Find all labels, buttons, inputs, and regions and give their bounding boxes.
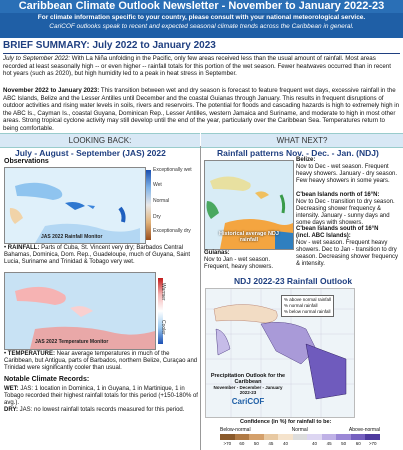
record-wet-head: WET: <box>4 386 19 392</box>
guianas-head: Guianas: <box>204 250 230 256</box>
hist-hispaniola <box>255 191 269 199</box>
brief-summary-title: BRIEF SUMMARY: July 2022 to January 2023 <box>3 39 400 54</box>
confidence-ticks <box>220 441 380 446</box>
conf-tick: 60 <box>239 441 245 446</box>
records-title: Notable Climate Records: <box>4 376 90 383</box>
temperature-summary: • TEMPERATURE: Near average temperatures in much of the Caribbean, but Antigua, parts of Barbados, northern Belize, Curaçao and Trinidad were significantly cooler than usual. <box>4 351 198 371</box>
conf-tick: >70 <box>368 441 377 446</box>
temperature-monitor-svg <box>5 273 155 349</box>
summary-ndj-lead: November 2022 to January 2023: <box>3 87 100 94</box>
south-note <box>296 226 400 268</box>
outlook-caption-2: November - December - January 2022-23 <box>213 385 283 395</box>
confidence-labels <box>220 427 380 433</box>
conf-tick: 60 <box>355 441 361 446</box>
north-head: C'bean Islands north of 16°N: <box>296 192 380 198</box>
outlook-caption: Precipitation Outlook for the Caribbean <box>210 373 286 385</box>
conf-tick: >70 <box>223 441 232 446</box>
conf-below: Below-normal <box>220 427 251 433</box>
rain-legend-3: Dry <box>153 214 161 220</box>
caricof-logo: CariCOF <box>231 397 265 406</box>
record-dry <box>4 407 198 414</box>
outlook-legend-normal: % normal rainfall <box>284 303 318 308</box>
belize-note <box>296 157 400 185</box>
conf-tick: 40 <box>312 441 318 446</box>
record-wet <box>4 386 198 407</box>
conf-tick <box>293 441 308 446</box>
lesser-antilles-shape <box>120 208 124 222</box>
temp-head: TEMPERATURE: <box>7 351 56 357</box>
belize-text: Nov to Dec - wet season. Frequent heavy showers. January - dry season. Few heavy showers in some years. <box>296 164 398 184</box>
hispaniola-shape <box>65 202 85 210</box>
north-text: Nov to Dec - transition to dry season. Decreasing shower frequency & intensity. January - sunny days and some days with showers. <box>296 199 395 226</box>
south-text: Nov - wet season. Frequent heavy showers. Dec to Jan - transition to dry season. Decreasing shower frequency & intensity. <box>296 240 399 267</box>
rainfall-text: Parts of Cuba, St. Vincent very dry; Barbados Central Bahamas, Dominica, Dom. Rep., Guadeloupe, much of Guyana, Saint Lucia, Suriname and Trinidad & Tobago very wet. <box>4 245 191 265</box>
ndj-patterns-title: Rainfall patterns Nov. - Dec. - Jan. (NDJ) <box>217 148 379 158</box>
temp-legend-cooler: Cooler <box>160 320 166 335</box>
conf-tick: 45 <box>326 441 332 446</box>
puerto-rico-shape <box>87 205 95 209</box>
summary-jas <box>3 55 400 78</box>
outlook-caption-box <box>208 373 288 406</box>
rain-legend-1: Wet <box>153 182 162 188</box>
temp-text: Near average temperatures in much of the Caribbean, but Antigua, parts of Barbados, northern Belize, Curaçao and Trinidad were significantly cooler than usual. <box>4 351 198 371</box>
rain-legend-4: Exceptionally dry <box>153 228 191 234</box>
newsletter-title: Caribbean Climate Outlook Newsletter - November to January 2022-23 <box>0 0 403 13</box>
rain-legend-0: Exceptionally wet <box>153 167 192 173</box>
looking-back-header: LOOKING BACK: <box>0 133 200 148</box>
confidence-scale <box>220 434 380 440</box>
rainfall-head: RAINFALL: <box>7 245 40 251</box>
outlook-map <box>205 288 355 418</box>
historical-ndj-map <box>204 160 294 250</box>
conf-normal: Normal <box>291 427 308 433</box>
rain-legend-bar <box>146 170 151 240</box>
outlook-title: NDJ 2022-23 Rainfall Outlook <box>234 276 353 286</box>
rainfall-summary: • RAINFALL: Parts of Cuba, St. Vincent very dry; Barbados Central Bahamas, Dominica, Dom. Rep., Guadeloupe, much of Guyana, Saint Lucia, Suriname and Trinidad & Tobago very wet. <box>4 245 191 265</box>
jas-title: July - August - September (JAS) 2022 <box>15 148 166 158</box>
historical-map-label: Historical average NDJ rainfall <box>219 231 279 243</box>
south-head2: (incl. ABC Islands): <box>296 233 351 239</box>
rainfall-monitor-map <box>4 167 146 244</box>
header-sub-line1: For climate information specific to your country, please consult with your national meteorological service. <box>37 14 366 21</box>
record-dry-head: DRY: <box>4 407 18 413</box>
outlook-belize-zone <box>216 329 230 355</box>
record-dry-text: JAS: no lowest rainfall totals records measured for this period. <box>18 407 185 413</box>
conf-tick: 40 <box>282 441 288 446</box>
confidence-title: Confidence (in %) for rainfall to be: <box>240 419 332 425</box>
hist-cuba <box>210 176 251 191</box>
north-note <box>296 192 400 227</box>
outlook-legend-box <box>281 295 334 317</box>
summary-ndj-text: This transition between wet and dry season is forecast to feature frequent wet days, excessive rainfall in the ABC Islands, Belize and the Lesser Antilles until December and the coastal Guianas through January. This results in frequent disruptions of outdoor activities and rising water levels in soils, rivers and reservoirs. The potential for floods and cascading hazards is high to extremely high in the ABC Is., Cayman Is., coastal Guyana, Dominican Rep., Lesser Antilles, western Jamaica and Suriname, and moderate to high in most other areas. Strong tropical cyclone activity may still develop until the end of the year, particularly over the Caribbean Sea. Temperatures return to being comfortable. <box>3 87 400 132</box>
guianas-text: Nov to Jan - wet season. Frequent, heavy showers. <box>204 257 274 270</box>
record-wet-text: JAS: 1 location in Dominica, 1 in Guyana, 1 in Martinique, 1 in Tobago recorded their highest rainfall totals for this period (+150-180% of avg.). <box>4 386 198 406</box>
outlook-north-zone <box>214 304 277 323</box>
conf-tick: 50 <box>341 441 347 446</box>
outlook-legend-above: % above normal rainfall <box>284 297 332 302</box>
conf-tick: 45 <box>268 441 274 446</box>
what-next-header: WHAT NEXT? <box>201 133 403 148</box>
summary-ndj <box>3 87 400 132</box>
observations-label: Observations <box>4 158 49 165</box>
hist-belize <box>207 201 220 219</box>
outlook-antilles-zone <box>261 322 316 364</box>
header-sub-line2: CariCOF outlooks speak to recent and expected seasonal climate trends across the Caribbean in general. <box>49 22 354 30</box>
rain-map-caption: JAS 2022 Rainfall Monitor <box>41 234 103 240</box>
summary-jas-lead: July to September 2022: <box>3 55 71 62</box>
hist-lesser-antilles <box>281 195 284 213</box>
belize-shape <box>10 208 23 224</box>
temp-map-caption: JAS 2022 Temperature Monitor <box>35 339 109 345</box>
temp-legend-warmer: Warmer <box>160 283 166 301</box>
conf-above: Above-normal <box>348 427 380 433</box>
outlook-guianas-zone <box>306 344 346 399</box>
conf-tick: 50 <box>253 441 259 446</box>
south-head: C'bean Islands south of 16°N <box>296 226 379 232</box>
belize-head: Belize: <box>296 157 316 163</box>
rain-legend-2: Normal <box>153 198 170 204</box>
rainfall-monitor-svg <box>5 168 145 243</box>
temperature-monitor-map <box>4 272 156 350</box>
outlook-legend-below: % below normal rainfall <box>284 309 331 314</box>
guianas-note <box>204 250 294 271</box>
header-subtitle <box>0 13 403 38</box>
summary-jas-text: With La Niña unfolding in the Pacific, only few areas received less than the usual amount of rainfall. Most areas recorded at least seasonally high -- or even higher -- rainfall totals for this portion of the wet season. Fewer heatwaves occurred than in recent hot years (such as 2020), but high humidity led to a peak in heat stress in September. <box>3 55 391 77</box>
column-divider <box>200 146 201 450</box>
cuba-shape <box>15 183 62 200</box>
